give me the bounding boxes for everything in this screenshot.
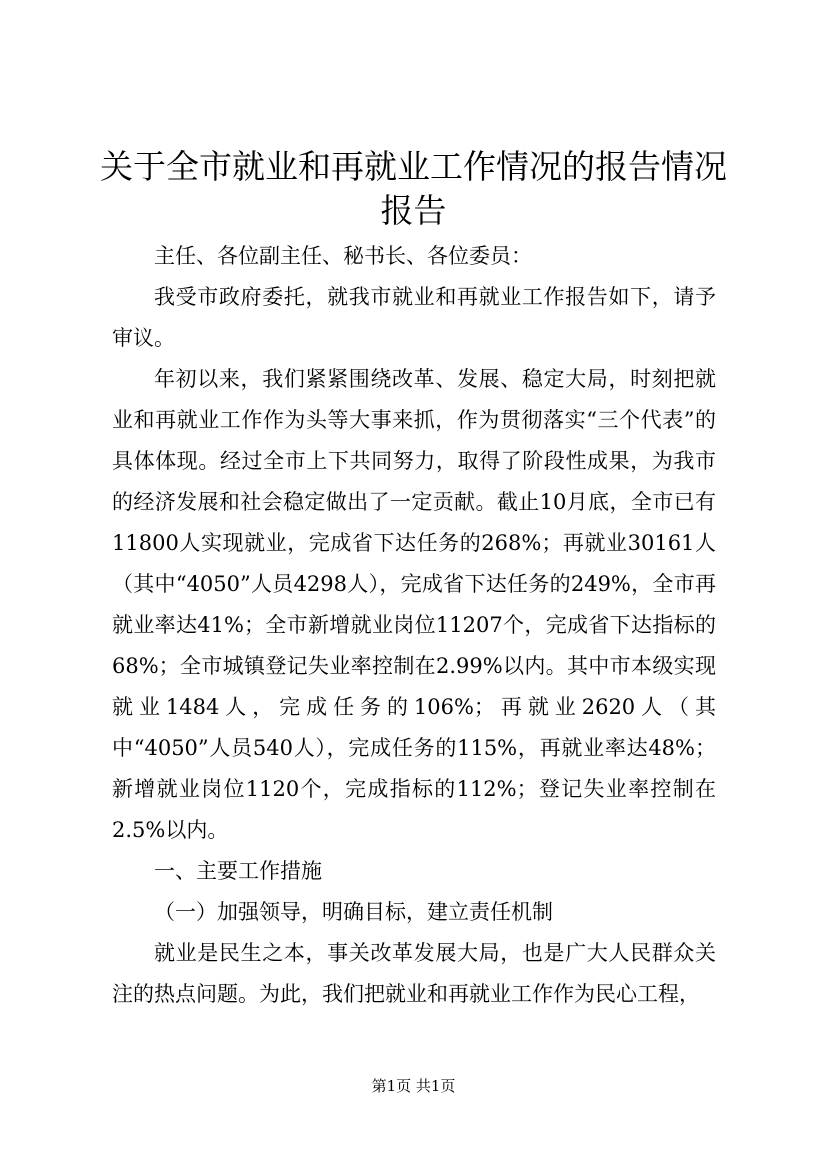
section-heading: 一、主要工作措施 [154,859,322,883]
subsection-heading: （一）加强领导，明确目标，建立责任机制 [154,900,553,924]
summary-paragraph: 年初以来，我们紧紧围绕改革、发展、稳定大局，时刻把就业和再就业工作作为头等大事来抓，作为贯彻落实“三个代表”的具体体现。经过全市上下共同努力，取得了阶段性成果，为我市的经济发展和社会稳定做出了一定贡献。截止10月底，全市已有11800人实现就业，完成省下达任务的268%；再就业30161人（其中“4050”人员4298人），完成省下达任务的249%，全市再就业率达41%；全市新增就业岗位11207个，完成省下达指标的68%；全市城镇登记失业率控制在2.99%以内。其中市本级实现就业1484人，完成任务的106%；再就业2620人（其中“4050”人员540人），完成任务的115%，再就业率达48%；新增就业岗位1120个，完成指标的112%；登记失业率控制在2.5%以内。 [112,367,716,842]
intro-paragraph: 我受市政府委托，就我市就业和再就业工作报告如下，请予审议。 [112,285,716,350]
document-title: 关于全市就业和再就业工作情况的报告情况报告 [100,147,727,230]
page-footer: 第1页 共1页 [371,1077,456,1095]
salutation-paragraph: 主任、各位副主任、秘书长、各位委员： [154,244,532,268]
document-body [112,236,716,1015]
body-paragraph: 就业是民生之本，事关改革发展大局，也是广大人民群众关注的热点问题。为此，我们把就业和再就业工作作为民心工程， [112,941,716,1006]
